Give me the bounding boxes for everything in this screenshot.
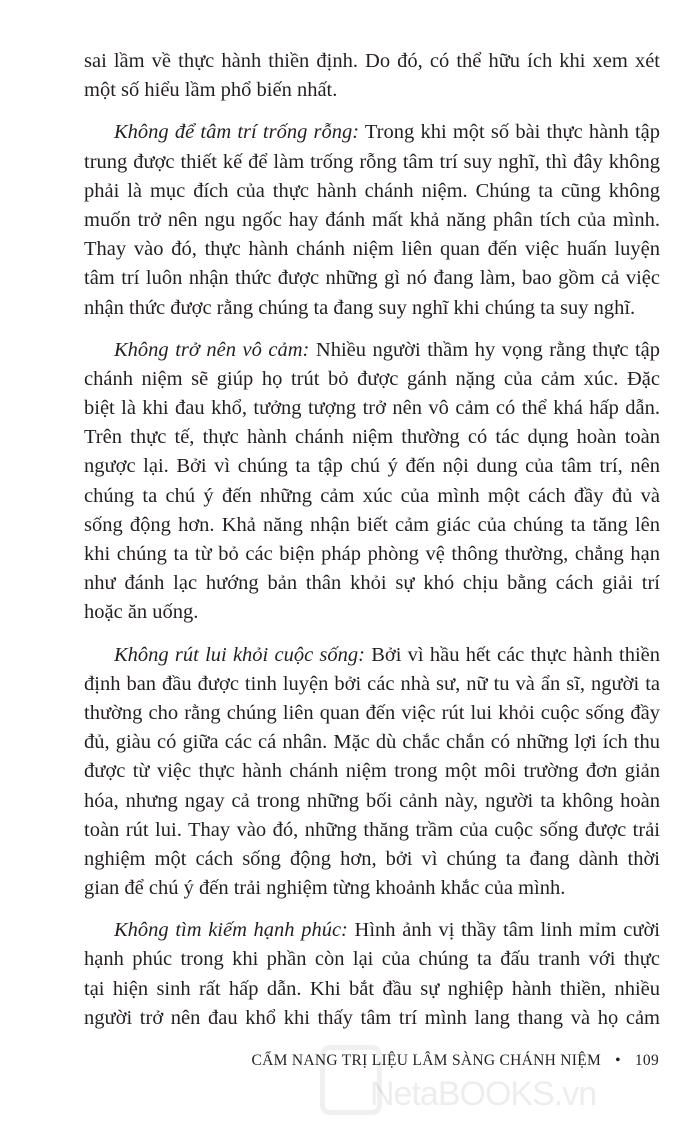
text-line (84, 365, 660, 394)
text-line (84, 76, 660, 105)
text-line (84, 118, 660, 147)
line-text: trung được thiết kế để làm trống rỗng tâm trí suy nghĩ, thì đây không (84, 150, 660, 173)
text-line (84, 294, 660, 323)
text-line (84, 540, 660, 569)
text-line (84, 845, 660, 874)
text-line (84, 148, 660, 177)
italic-lead-phrase: Không trở nên vô cảm: (114, 338, 310, 361)
line-text: muốn trở nên ngu ngốc hay đánh mất khả năng phân tích của mình. (84, 208, 660, 231)
line-text: chúng ta chú ý đến những cảm xúc của mình một cách đầy đủ và (84, 484, 660, 507)
page-number: 109 (634, 1052, 659, 1069)
text-line (84, 699, 660, 728)
text-line (84, 394, 660, 423)
text-line (84, 1004, 660, 1033)
text-line (84, 641, 660, 670)
page-footer (251, 1052, 659, 1070)
line-text: Nhiều người thầm hy vọng rằng thực tập (309, 338, 660, 361)
line-text: Trong khi một số bài thực hành tập (359, 121, 660, 144)
paragraph (84, 47, 660, 105)
line-text: được từ việc thực hành chánh niệm trong một môi trường đơn giản (84, 760, 660, 783)
text-line (84, 482, 660, 511)
line-text: Trên thực tế, thực hành chánh niệm thường có tác dụng hoàn toàn (84, 426, 660, 449)
text-line (84, 670, 660, 699)
line-text: hoặc ăn uống. (84, 601, 199, 624)
text-line (84, 787, 660, 816)
line-text: tâm trí luôn nhận thức được những gì nó đang làm, bao gồm cả việc (84, 267, 660, 290)
line-text: định ban đầu được tinh luyện bởi các nhà sư, nữ tu và ẩn sĩ, người ta (84, 672, 660, 695)
line-text: gian để chú ý đến trải nghiệm từng khoảnh khắc của mình. (84, 877, 566, 900)
body-text (84, 47, 660, 1033)
text-line (84, 975, 660, 1004)
text-line (84, 598, 660, 627)
line-text: như đánh lạc hướng bản thân khỏi sự khó chịu bằng cách giải trí (84, 572, 660, 595)
text-line (84, 874, 660, 903)
line-text: nghiệm một cách sống động hơn, bởi vì chúng ta đang dành thời (84, 847, 660, 870)
line-text: chánh niệm sẽ giúp họ trút bỏ được gánh nặng của cảm xúc. Đặc (84, 367, 660, 390)
text-line (84, 757, 660, 786)
running-title: CẨM NANG TRỊ LIỆU LÂM SÀNG CHÁNH NIỆM (251, 1052, 602, 1069)
line-text: nhận thức được rằng chúng ta đang suy nghĩ khi chúng ta suy nghĩ. (84, 296, 636, 319)
line-text: sai lầm về thực hành thiền định. Do đó, có thể hữu ích khi xem xét (84, 50, 660, 72)
text-line (84, 728, 660, 757)
text-line (84, 511, 660, 540)
line-text: biệt là khi đau khổ, tưởng tượng trở nên vô cảm có thể khá hấp dẫn. (84, 397, 660, 420)
italic-lead-phrase: Không tìm kiếm hạnh phúc: (114, 919, 348, 942)
paragraph (84, 916, 660, 1033)
paragraph (84, 641, 660, 904)
text-line (84, 423, 660, 452)
text-line (84, 206, 660, 235)
italic-lead-phrase: Không rút lui khỏi cuộc sống: (114, 643, 365, 666)
text-line (84, 264, 660, 293)
text-line (84, 569, 660, 598)
paragraph (84, 336, 660, 628)
line-text: Hình ảnh vị thầy tâm linh mỉm cười (347, 919, 660, 942)
line-text: khi chúng ta từ bỏ các biện pháp phòng vệ thông thường, chẳng hạn (84, 543, 660, 565)
text-line (84, 452, 660, 481)
text-line (84, 336, 660, 365)
text-line (84, 816, 660, 845)
paragraph (84, 118, 660, 322)
footer-separator: • (615, 1052, 621, 1069)
line-text: Bởi vì hầu hết các thực hành thiền (364, 643, 660, 666)
text-line (84, 47, 660, 76)
line-text: tại hiện sinh rất hấp dẫn. Khi bắt đầu sự nghiệp hành thiền, nhiều (84, 977, 660, 1000)
line-text: ngược lại. Bởi vì chúng ta tập chú ý đến nội dung của tâm trí, nên (84, 455, 660, 478)
line-text: toàn rút lui. Thay vào đó, những thăng trầm của cuộc sống được trải (84, 818, 660, 841)
text-line (84, 177, 660, 206)
line-text: thường cho rằng chúng liên quan đến việc rút lui khỏi cuộc sống đầy (84, 701, 660, 724)
line-text: một số hiểu lầm phổ biến nhất. (84, 79, 338, 102)
line-text: hóa, nhưng ngay cả trong những bối cảnh này, người ta không hoàn (84, 789, 660, 812)
text-line (84, 916, 660, 945)
text-line (84, 945, 660, 974)
watermark: NetaBOOKS.vn (370, 1075, 597, 1113)
text-line (84, 235, 660, 264)
italic-lead-phrase: Không để tâm trí trống rỗng: (114, 121, 360, 144)
line-text: Thay vào đó, thực hành chánh niệm liên quan đến việc huấn luyện (84, 238, 660, 261)
line-text: hạnh phúc trong khi phần còn lại của chúng ta đấu tranh với thực (84, 948, 660, 971)
line-text: phải là mục đích của thực hành chánh niệm. Chúng ta cũng không (84, 179, 660, 202)
line-text: người trở nên đau khổ khi thấy tâm trí mình lang thang và họ cảm (84, 1006, 660, 1029)
line-text: sống động hơn. Khả năng nhận biết cảm giác của chúng ta tăng lên (84, 513, 660, 536)
line-text: đủ, giàu có giữa các cá nhân. Mặc dù chắc chắn có những lợi ích thu (84, 731, 660, 754)
